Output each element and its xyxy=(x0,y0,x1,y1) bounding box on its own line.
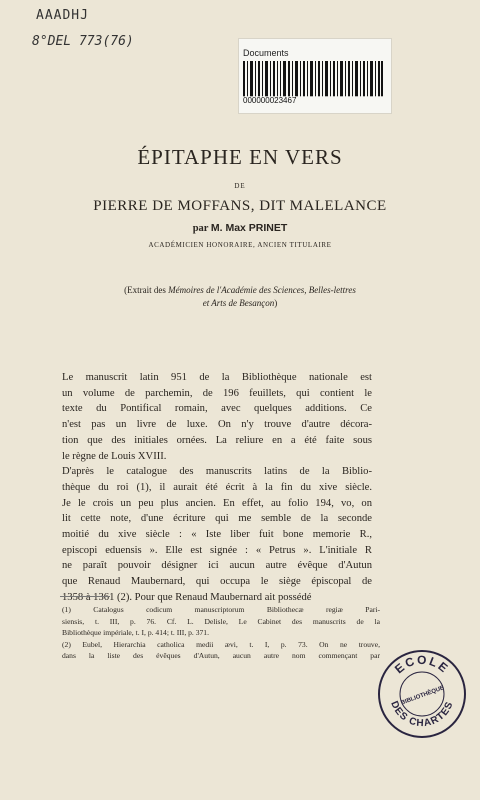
body-line: texte du Pontifical romain, avec quelques additions. Ce xyxy=(62,403,372,415)
document-title: ÉPITAPHE EN VERS xyxy=(137,145,343,169)
barcode-label xyxy=(238,38,392,114)
author-prefix: par xyxy=(192,223,209,234)
body-line: thèque du roi (1), il aurait été écrit à la fin du xive siècle. xyxy=(62,481,372,493)
library-stamp xyxy=(376,648,468,740)
barcode-image xyxy=(243,61,383,101)
body-line: que Renaud Maubernard, qui occupa le siège épiscopal de xyxy=(62,576,372,588)
footnotes xyxy=(62,604,380,662)
extract-open: (Extrait des xyxy=(124,285,169,295)
extract-note xyxy=(0,284,480,310)
footnote-line: (1) Catalogus codicum manuscriptorum Bibliothecæ regiæ Pari- xyxy=(62,605,380,614)
document-subtitle: PIERRE DE MOFFANS, DIT MALELANCE xyxy=(93,198,387,214)
body-line: lit cette note, d'une écriture qui me semble de la seconde xyxy=(62,513,372,525)
body-line: le règne de Louis XVIII. xyxy=(62,450,167,462)
body-line: 1358 à 1361 (2). Pour que Renaud Maubernard ait possédé xyxy=(62,591,312,603)
author-role: ACADÉMICIEN HONORAIRE, ANCIEN TITULAIRE xyxy=(148,241,332,249)
body-line: moitié du xive siècle : « Iste liber fuit bone memorie R., xyxy=(62,529,372,541)
label-number: 000000023467 xyxy=(243,96,297,105)
author-name: M. Max PRINET xyxy=(210,222,288,234)
footnote-line: (2) Eubel, Hierarchia catholica medii ævi, t. I, p. 73. On ne trouve, xyxy=(62,639,380,649)
handwritten-shelfmark: 8°DEL 773(76) xyxy=(32,34,134,49)
body-text xyxy=(62,370,372,606)
body-line: Le manuscrit latin 951 de la Bibliothèque nationale est xyxy=(62,372,372,383)
body-line: ne paraît pouvoir désigner ici aucun autre évêque d'Autun xyxy=(62,560,372,572)
extract-source-cont: et Arts de Besançon xyxy=(202,298,275,308)
stamp-middle-text: BIBLIOTHÈQUE xyxy=(400,685,446,707)
body-line: D'après le catalogue des manuscrits latins de la Biblio- xyxy=(62,466,372,478)
svg-text:DES CHARTES xyxy=(388,700,456,730)
footnote-line: siensis, t. III, p. 76. Cf. L. Delisle, Le Cabinet des manuscrits de la xyxy=(62,616,380,626)
author-line xyxy=(0,222,480,234)
stamp-top-text: ECOLE xyxy=(392,652,452,677)
footnote-line: dans la liste des évêques d'Autun, aucun autre nom commençant par xyxy=(62,651,380,660)
extract-close: ) xyxy=(274,298,278,308)
extract-source: Mémoires de l'Académie des Sciences, Belles-lettres xyxy=(168,285,356,295)
title-connector: DE xyxy=(234,182,246,190)
footnote-line: Bibliothèque impériale, t. I, p. 414; t. III, p. 371. xyxy=(62,628,209,637)
body-line: Je le crois un peu plus ancien. En effet, au folio 194, vo, on xyxy=(62,497,372,509)
label-title: Documents xyxy=(243,48,289,58)
stamp-bottom-text: DES CHARTES xyxy=(388,699,456,730)
body-line: un volume de parchemin, de 196 feuillets, qui contient le xyxy=(62,387,372,399)
body-line: n'est pas un livre de luxe. On n'y trouve d'autre décora- xyxy=(62,419,372,431)
footnote-rule xyxy=(60,596,110,597)
handwritten-code: AAADHJ xyxy=(36,8,89,23)
body-line: episcopi eduensis ». Elle est signée : « Petrus ». L'initiale R xyxy=(62,544,372,556)
body-line: tion que des initiales ornées. La reliure en a été faite sous xyxy=(62,434,372,446)
